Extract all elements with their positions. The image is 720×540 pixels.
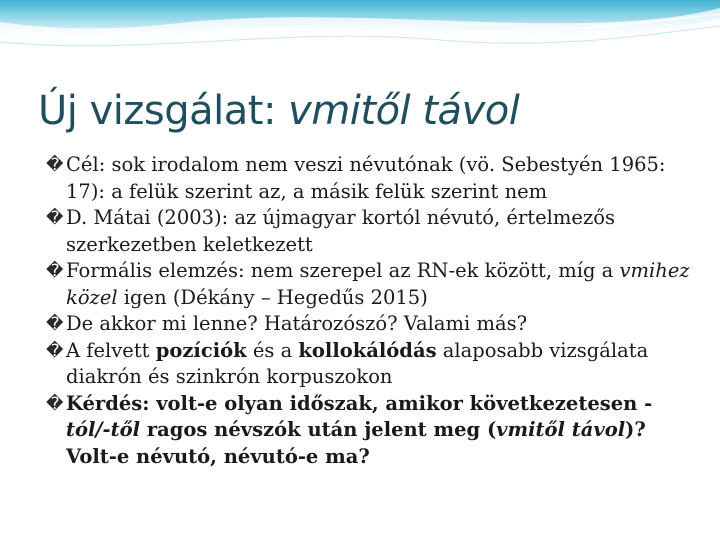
title-main: Új vizsgálat: bbox=[38, 88, 289, 134]
bullet-bold-text: )? Volt-e névutó, névutó-e ma? bbox=[66, 418, 646, 468]
bullet-italic-term: vmihez közel bbox=[66, 259, 690, 309]
bullet-text: Formális elemzés: nem szerepel az RN-ek között, míg a bbox=[66, 259, 620, 282]
bullet-text: D. Mátai (2003): az újmagyar kortól névutó, értelmezős szerkezetben keletkezett bbox=[66, 206, 615, 256]
bullet-item bbox=[46, 152, 696, 205]
bullet-marker-icon: � bbox=[46, 261, 64, 281]
bullet-text: A felvett bbox=[66, 338, 156, 362]
bullet-marker-icon: � bbox=[46, 340, 64, 361]
bullet-item bbox=[46, 338, 696, 391]
bullet-bold-italic-term: tól/-től bbox=[66, 418, 141, 441]
bullet-item bbox=[46, 311, 696, 338]
bullet-list bbox=[46, 152, 696, 470]
bullet-text: igen (Dékány – Hegedűs 2015) bbox=[117, 285, 428, 309]
bullet-text: alaposabb vizsgálata diakrón és szinkrón korpuszokon bbox=[66, 338, 649, 388]
title-italic: vmitől távol bbox=[288, 88, 520, 134]
bullet-bold-italic-term: vmitől távol bbox=[496, 418, 626, 441]
bullet-text: és a bbox=[246, 338, 299, 362]
bullet-marker-icon: � bbox=[46, 155, 64, 175]
bullet-item bbox=[46, 205, 696, 258]
bullet-text: De akkor mi lenne? Határozószó? Valami más? bbox=[66, 312, 528, 335]
bullet-item bbox=[46, 391, 696, 471]
bullet-bold-term: pozíciók bbox=[155, 338, 247, 362]
bullet-marker-icon: � bbox=[46, 393, 64, 414]
bullet-bold-text: Kérdés: volt-e olyan időszak, amikor következetesen - bbox=[66, 391, 653, 415]
bullet-text: Cél: sok irodalom nem veszi névutónak (vö. Sebestyén 1965: 17): a felük szerint az, a másik felük szerint nem bbox=[66, 153, 666, 203]
slide-title bbox=[38, 88, 519, 134]
bullet-bold-text: ragos névszók után jelent meg ( bbox=[140, 418, 497, 441]
bullet-marker-icon: � bbox=[46, 314, 64, 334]
bullet-marker-icon: � bbox=[46, 208, 64, 228]
decorative-wave-banner bbox=[0, 0, 720, 70]
bullet-item bbox=[46, 258, 696, 311]
bullet-bold-term: kollokálódás bbox=[298, 338, 437, 362]
